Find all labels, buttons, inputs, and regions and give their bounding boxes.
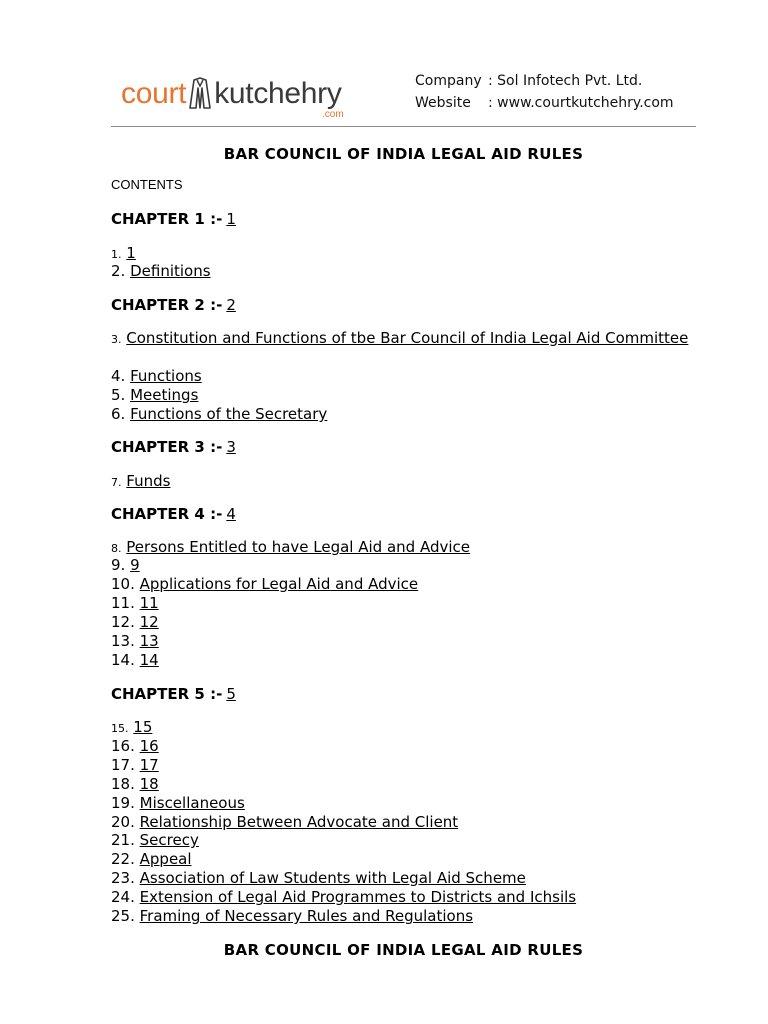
company-label: Company — [415, 73, 482, 89]
website-line — [415, 92, 674, 114]
entry-number: 22. — [111, 850, 135, 868]
entry-link[interactable]: Functions — [130, 367, 202, 385]
toc-entry — [111, 613, 701, 632]
entry-number: 19. — [111, 794, 135, 812]
toc-entry — [111, 718, 701, 738]
chapter-link[interactable]: 3 — [226, 438, 236, 456]
toc-entry — [111, 850, 701, 869]
chapter-heading — [111, 210, 236, 228]
entry-link[interactable]: Relationship Between Advocate and Client — [139, 813, 459, 831]
chapter-heading — [111, 685, 236, 703]
toc-entry — [111, 888, 701, 907]
chapter-link[interactable]: 4 — [226, 505, 236, 523]
entry-link[interactable]: Constitution and Functions of tbe Bar Council of India Legal Aid Committee — [126, 329, 689, 347]
toc-entry — [111, 262, 701, 281]
logo-kutchehry-text: kutchehry — [214, 77, 342, 110]
toc-entry — [111, 472, 701, 492]
logo-com-text: .com — [322, 109, 344, 120]
entry-number: 1. — [111, 248, 122, 261]
toc-entry — [111, 556, 701, 575]
chapter-link[interactable]: 1 — [226, 210, 236, 228]
entry-number: 24. — [111, 888, 135, 906]
toc-entry — [111, 794, 701, 813]
toc-entry — [111, 869, 701, 888]
chapter-heading — [111, 438, 236, 456]
entry-link[interactable]: Definitions — [130, 262, 211, 280]
entry-number: 2. — [111, 262, 126, 280]
entry-number: 12. — [111, 613, 135, 631]
chapter-label: CHAPTER 1 :- — [111, 210, 223, 228]
entry-link[interactable]: Functions of the Secretary — [130, 405, 328, 423]
chapter-link[interactable]: 2 — [226, 296, 236, 314]
entry-link[interactable]: Extension of Legal Aid Programmes to Districts and Ichsils — [139, 888, 577, 906]
toc-entry — [111, 632, 701, 651]
entry-link[interactable]: 13 — [139, 632, 159, 650]
chapter-label: CHAPTER 4 :- — [111, 505, 223, 523]
logo-court-text: court — [121, 77, 187, 110]
entry-link[interactable]: Funds — [126, 472, 171, 490]
toc-entry — [111, 405, 701, 424]
section-title: BAR COUNCIL OF INDIA LEGAL AID RULES — [223, 941, 584, 959]
toc-entry — [111, 651, 701, 670]
toc-entry — [111, 775, 701, 794]
entry-link[interactable]: Association of Law Students with Legal Aid Scheme — [139, 869, 526, 887]
toc-entry — [111, 244, 701, 264]
contents-label: CONTENTS — [111, 177, 183, 192]
toc-entry — [111, 813, 701, 832]
entry-link[interactable]: Meetings — [130, 386, 199, 404]
toc-entry — [111, 907, 701, 926]
entry-link[interactable]: Applications for Legal Aid and Advice — [139, 575, 419, 593]
entry-link[interactable]: 1 — [126, 244, 136, 262]
entry-link[interactable]: Persons Entitled to have Legal Aid and Advice — [126, 538, 470, 556]
entry-number: 4. — [111, 367, 126, 385]
header-divider — [111, 126, 696, 127]
entry-link[interactable]: Appeal — [139, 850, 192, 868]
entry-link[interactable]: Secrecy — [139, 831, 199, 849]
entry-link[interactable]: 17 — [139, 756, 159, 774]
toc-entry — [111, 737, 701, 756]
chapter-link[interactable]: 5 — [226, 685, 236, 703]
toc-entry — [111, 538, 701, 558]
company-info — [415, 70, 674, 114]
entry-number: 9. — [111, 556, 126, 574]
logo-wordmark — [121, 74, 342, 114]
entry-number: 14. — [111, 651, 135, 669]
entry-number: 7. — [111, 476, 122, 489]
entry-link[interactable]: 12 — [139, 613, 159, 631]
document-title: BAR COUNCIL OF INDIA LEGAL AID RULES — [223, 145, 584, 163]
chapter-label: CHAPTER 3 :- — [111, 438, 223, 456]
toc-entry — [111, 329, 701, 349]
entry-link[interactable]: 15 — [133, 718, 153, 736]
courtkutchehry-logo[interactable] — [121, 74, 381, 126]
chapter-label: CHAPTER 5 :- — [111, 685, 223, 703]
entry-number: 10. — [111, 575, 135, 593]
entry-link[interactable]: 9 — [130, 556, 140, 574]
entry-number: 5. — [111, 386, 126, 404]
entry-number: 11. — [111, 594, 135, 612]
toc-entry — [111, 575, 701, 594]
toc-entry — [111, 756, 701, 775]
entry-link[interactable]: 16 — [139, 737, 159, 755]
chapter-label: CHAPTER 2 :- — [111, 296, 223, 314]
toc-entry — [111, 594, 701, 613]
chapter-heading — [111, 296, 236, 314]
toc-entry — [111, 367, 701, 386]
page-header — [111, 66, 696, 126]
toc-entry — [111, 831, 701, 850]
entry-number: 21. — [111, 831, 135, 849]
entry-link[interactable]: Framing of Necessary Rules and Regulations — [139, 907, 474, 925]
entry-link[interactable]: 14 — [139, 651, 159, 669]
entry-number: 18. — [111, 775, 135, 793]
company-line — [415, 70, 674, 92]
entry-link[interactable]: 18 — [139, 775, 159, 793]
entry-number: 15. — [111, 722, 129, 735]
entry-number: 17. — [111, 756, 135, 774]
entry-number: 8. — [111, 542, 122, 555]
entry-number: 25. — [111, 907, 135, 925]
entry-number: 3. — [111, 333, 122, 346]
toc-entry — [111, 386, 701, 405]
entry-number: 16. — [111, 737, 135, 755]
entry-number: 6. — [111, 405, 126, 423]
company-value: : Sol Infotech Pvt. Ltd. — [488, 73, 643, 89]
website-value[interactable]: : www.courtkutchehry.com — [488, 95, 674, 111]
entry-link[interactable]: Miscellaneous — [139, 794, 245, 812]
entry-number: 13. — [111, 632, 135, 650]
chapter-heading — [111, 505, 236, 523]
website-label: Website — [415, 95, 471, 111]
advocate-gown-icon — [186, 74, 214, 114]
entry-link[interactable]: 11 — [139, 594, 159, 612]
entry-number: 23. — [111, 869, 135, 887]
entry-number: 20. — [111, 813, 135, 831]
